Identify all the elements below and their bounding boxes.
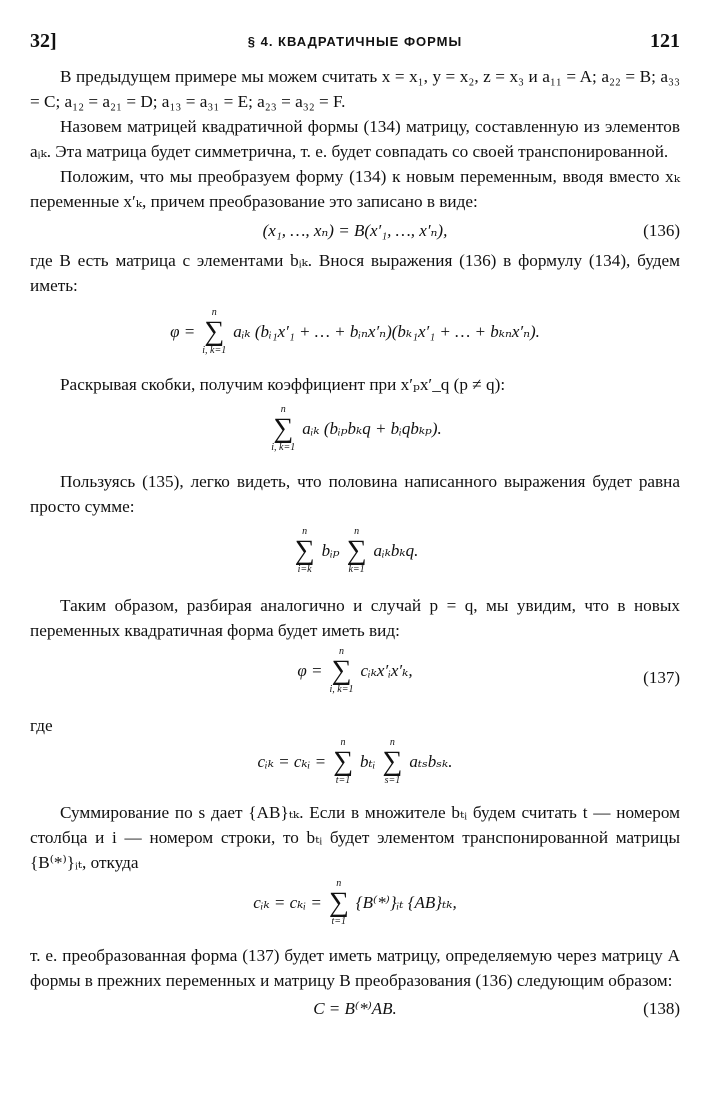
sum-operator: [202, 308, 226, 356]
running-header: [30, 30, 680, 64]
sum-operator: [295, 527, 315, 575]
equation-c2-lhs: cᵢₖ = cₖᵢ =: [253, 893, 322, 912]
paragraph-7: Таким образом, разбирая аналогично и случай p = q, мы увидим, что в новых переменных квадратичная форма будет иметь вид:: [30, 596, 680, 640]
sum-operator: [347, 527, 367, 575]
equation-136: [30, 214, 680, 248]
sigma-symbol: ∑: [294, 535, 315, 566]
equation-c-lhs: cᵢₖ = cₖᵢ =: [257, 752, 327, 771]
equation-137-lhs: φ =: [297, 661, 323, 680]
sum-upper: n: [336, 878, 342, 889]
equation-half-term-2: aᵢₖbₖq.: [373, 541, 419, 560]
sum-lower: i, k=1: [271, 442, 296, 453]
equation-138: [30, 993, 680, 1025]
sum-upper: n: [339, 646, 345, 657]
equation-phi-lhs: φ =: [170, 322, 196, 341]
equation-c2: [30, 875, 680, 943]
sum-operator: [329, 879, 349, 927]
sum-lower: s=1: [384, 775, 401, 786]
sigma-symbol: ∑: [273, 413, 294, 444]
equation-coefficient: [30, 397, 680, 469]
sum-lower: k=1: [348, 564, 365, 575]
sum-operator: [271, 405, 295, 453]
sum-lower: i, k=1: [202, 345, 227, 356]
sum-upper: n: [354, 526, 360, 537]
sum-upper: n: [211, 307, 217, 318]
sum-operator: [382, 738, 402, 786]
equation-half-term-1: bᵢₚ: [321, 541, 340, 560]
equation-137: [30, 643, 680, 713]
sigma-symbol: ∑: [331, 655, 352, 686]
equation-136-body: (x₁, …, xₙ) = B(x′₁, …, x′ₙ),: [262, 221, 448, 240]
equation-c2-rhs: {B⁽*⁾}ᵢₜ {AB}ₜₖ,: [355, 893, 457, 912]
sigma-symbol: ∑: [333, 746, 354, 777]
equation-137-rhs: cᵢₖx′ᵢx′ₖ,: [360, 661, 413, 680]
paragraph-9: Суммирование по s дает {AB}ₜₖ. Если в множителе bₜᵢ будем считать t — номером столбца и i — номером строки, то bₜᵢ будет элементом транспонированной матрицы {B⁽*⁾}ᵢₜ, откуда: [30, 803, 680, 872]
equation-c-mid: bₜᵢ: [360, 752, 376, 771]
sigma-symbol: ∑: [382, 746, 403, 777]
paragraph-1: В предыдущем примере мы можем считать x = x₁, y = x₂, z = x₃ и a₁₁ = A; a₂₂ = B; a₃₃ = C; a₁₂ = a₂₁ = D; a₁₃ = a₃₁ = E; a₂₃ = a₃₂ = F.: [30, 67, 680, 111]
sum-upper: n: [389, 737, 395, 748]
equation-138-number: (138): [643, 999, 680, 1018]
section-title: § 4. КВАДРАТИЧНЫЕ ФОРМЫ: [247, 34, 463, 49]
paragraph-6: Пользуясь (135), легко видеть, что половина написанного выражения будет равна просто сумме:: [30, 472, 680, 516]
sum-operator: [333, 738, 353, 786]
equation-phi: [30, 302, 680, 372]
equation-half-sum: [30, 519, 680, 593]
page-section-marker: 32]: [30, 30, 57, 52]
equation-coefficient-body: aᵢₖ (bᵢₚbₖq + bᵢqbₖₚ).: [302, 419, 442, 438]
book-page: [30, 30, 680, 1025]
paragraph-4: где B есть матрица с элементами bᵢₖ. Внося выражения (136) в формулу (134), будем иметь:: [30, 251, 680, 295]
paragraph-3: Положим, что мы преобразуем форму (134) к новым переменным, вводя вместо xₖ переменные x′ₖ, причем преобразование это записано в виде:: [30, 167, 680, 211]
equation-138-body: C = B⁽*⁾AB.: [313, 999, 397, 1018]
page-number: 121: [650, 30, 680, 52]
equation-c-rhs: aₜₛbₛₖ.: [409, 752, 453, 771]
sum-lower: t=1: [331, 916, 347, 927]
sum-upper: n: [280, 404, 286, 415]
sigma-symbol: ∑: [328, 887, 349, 918]
paragraph-8: где: [30, 716, 53, 735]
sum-lower: i, k=1: [329, 684, 354, 695]
equation-137-number: (137): [643, 668, 680, 687]
equation-c: [30, 738, 680, 800]
sum-upper: n: [302, 526, 308, 537]
paragraph-5: Раскрывая скобки, получим коэффициент при x′ₚx′_q (p ≠ q):: [60, 375, 506, 394]
equation-phi-rhs: aᵢₖ (bᵢ₁x′₁ + … + bᵢₙx′ₙ)(bₖ₁x′₁ + … + bₖₙx′ₙ).: [233, 322, 540, 341]
sum-operator: [330, 647, 354, 695]
sum-lower: i=k: [297, 564, 312, 575]
sigma-symbol: ∑: [204, 316, 225, 347]
sigma-symbol: ∑: [346, 535, 367, 566]
paragraph-2: Назовем матрицей квадратичной формы (134) матрицу, составленную из элементов aᵢₖ. Эта матрица будет симметрична, т. е. будет совпадать со своей транспонированной.: [30, 117, 680, 161]
paragraph-10: т. е. преобразованная форма (137) будет иметь матрицу, определяемую через матрицу A формы в прежних переменных и матрицу B преобразования (136) следующим образом:: [30, 946, 680, 990]
sum-upper: n: [340, 737, 346, 748]
sum-lower: t=1: [335, 775, 351, 786]
equation-136-number: (136): [643, 221, 680, 240]
